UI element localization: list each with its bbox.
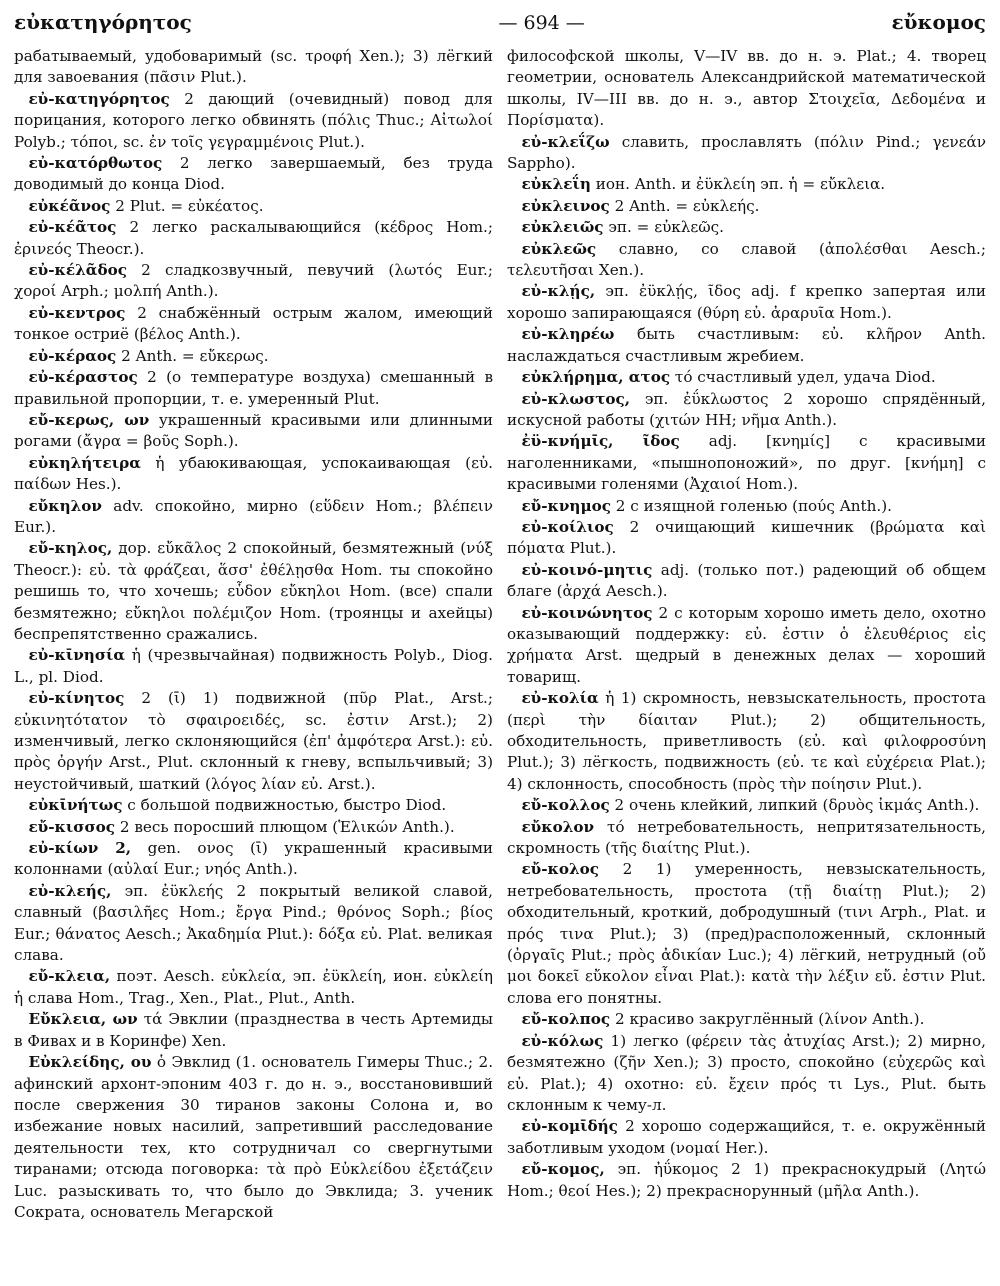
entry-headword: εὔκηλον [28, 496, 102, 515]
entry-definition: славить, прославлять (πόλιν Pind.; γενεάν Sappho). [507, 132, 986, 173]
entry-headword: εὐ-κίων 2, [28, 839, 132, 858]
entry-headword: εὔ-κολλος [521, 796, 610, 815]
entry-definition: adj. (только пот.) радеющий об общем благе (ἀρχά Aesch.). [507, 560, 986, 601]
entry-definition: τά Эвклии (празднества в честь Артемиды в Фивах и в Коринфе) Xen. [14, 1010, 494, 1050]
entry-headword: εὐκλειῶς [521, 218, 604, 237]
entry-headword: εὐ-κέραστος [28, 368, 138, 387]
entry-headword: εὔ-κνημος [521, 496, 611, 515]
entry-headword: εὐ-κατηγόρητος [28, 89, 170, 108]
entry-headword: εὐ-κῑνησία [28, 646, 126, 665]
dictionary-entry [14, 217, 493, 260]
entry-headword: Εὐκλείδης, ου [28, 1053, 152, 1072]
entry-definition: 2 очень клейкий, липкий (δρυὸς ἰκμάς Anth.). [614, 796, 980, 815]
entry-definition: с большой подвижностью, быстро Diod. [127, 796, 447, 815]
entry-headword: εὐ-κλεΐζω [521, 132, 610, 151]
dictionary-entry [507, 1009, 986, 1030]
dictionary-entry [507, 431, 986, 495]
entry-definition: дор. εὔκᾶλος 2 спокойный, безмятежный (νύξ Theocr.): εὐ. τὰ φράζεαι, ἅσσ' ἐθέλῃσθα Hom. ты спокойно решишь то, что хочешь; εὗδον εὔκηλοι Hom. (все) спали безмятежно; εὔκηλοι πολέμιζον Hom. (троянцы и ахейцы) беспрепятственно сражались. [14, 539, 494, 643]
entry-headword: εὐ-κοινώνητος [521, 603, 653, 622]
entry-definition: 2 Anth. = εὐκλεής. [614, 196, 760, 215]
dictionary-entry [14, 966, 493, 1009]
entry-headword: εὐ-κίνητος [28, 689, 125, 708]
entry-headword: εὐ-κοινό-μητις [521, 560, 653, 579]
entry-headword: εὐκέᾶνος [28, 196, 111, 215]
entry-definition: 2 Anth. = εὔκερως. [121, 346, 269, 365]
entry-definition: эп. ἐϋκλεής 2 покрытый великой славой, славный (βασιλῆες Hom.; ἔργα Pind.; θρόνος Soph.; βίος Eur.; θάνατος Aesch.; Ἀκαδημία Plut.): δόξα εὐ. Plat. великая слава. [14, 881, 493, 965]
entry-headword: εὔ-κομος, [521, 1160, 605, 1179]
dictionary-entry [507, 324, 986, 367]
entry-definition: рабатываемый, удобоваримый (sc. τροφή Xen.); 3) лёгкий для завоевания (πᾶσιν Plut.). [14, 47, 493, 87]
entry-definition: украшенный красивыми или длинными рогами (ἄγρα = βοῦς Soph.). [14, 410, 494, 451]
entry-definition: славно, со славой (ἀπολέσθαι Aesch.; τελευτῆσαι Xen.). [507, 239, 987, 280]
dictionary-entry [14, 538, 493, 645]
dictionary-entry [507, 603, 986, 689]
dictionary-entry [14, 153, 493, 196]
entry-headword: εὐκλεΐη [521, 175, 591, 194]
dictionary-entry [14, 881, 493, 967]
dictionary-entry [14, 645, 493, 688]
page-number: — 694 — [498, 12, 585, 34]
dictionary-entry [14, 367, 493, 410]
dictionary-entry [507, 132, 986, 175]
entry-definition: 2 (о температуре воздуха) смешанный в правильной пропорции, т. е. умеренный Plut. [14, 368, 494, 408]
entry-definition: 2 легко завершаемый, без труда доводимый до конца Diod. [14, 154, 494, 194]
dictionary-entry [507, 560, 986, 603]
dictionary-entry [14, 688, 493, 795]
entry-definition: эп. ἐϋκλῄς, ῖδος adj. f крепко запертая или хорошо запирающаяся (θύρη εὐ. ἀραρυῖα Hom.). [507, 282, 986, 322]
entry-headword: εὔκολον [521, 817, 595, 836]
header-right-guide-word: εὔκομος [891, 10, 986, 34]
entry-headword: εὐ-κοίλιος [521, 517, 614, 536]
entry-definition: ὁ Эвклид (1. основатель Гимеры Thuc.; 2. афинский архонт-эпоним 403 г. до н. э., восстановивший после свержения 30 тиранов законы Солона и, во избежание новых насилий, запретивший расследование деятельности тех, кто сотрудничал со свергнутыми тиранами; отсюда поговорка: τὰ πρὸ Εὐκλείδου ἐξετάζειν Luc. разыскивать то, что было до Эвклида; 3. ученик Сократа, основатель Мегарской [14, 1053, 494, 1221]
entry-definition: 2 снабжённый острым жалом, имеющий тонкое остриё (βέλος Anth.). [14, 303, 494, 344]
entry-headword: εὐ-κλωστος, [521, 389, 631, 408]
header-left-guide-word: εὐκατηγόρητος [14, 10, 192, 34]
entry-definition: 2 хорошо содержащийся, т. е. окружённый заботливым уходом (νομαί Her.). [507, 1117, 986, 1157]
dictionary-entry [507, 859, 986, 1009]
entry-headword: εὐ-κέᾶτος [28, 218, 117, 237]
dictionary-entry [507, 795, 986, 816]
dictionary-entry [14, 496, 493, 539]
entry-definition: эп. ἠΰκομος 2 1) прекраснокудрый (Λητώ Hom.; θεοί Hes.); 2) прекраснорунный (μῆλα Anth.). [507, 1160, 987, 1200]
entry-headword: εὔ-κολος [521, 860, 600, 879]
entry-definition: 2 Plut. = εὐκέατος. [115, 196, 264, 215]
entry-headword: εὐ-κόλως [521, 1031, 604, 1050]
entry-definition: быть счастливым: εὐ. κλῆρον Anth. наслаждаться счастливым жребием. [507, 325, 986, 365]
entry-headword: εὔ-κισσος [28, 817, 116, 836]
entry-headword: εὐ-κολία [521, 689, 599, 708]
dictionary-entry [507, 1031, 986, 1117]
entry-headword: εὐκηλήτειρα [28, 453, 141, 472]
dictionary-entry [14, 1052, 493, 1223]
dictionary-entry [14, 838, 493, 881]
entry-headword: εὐ-κομῑδής [521, 1117, 618, 1136]
dictionary-entry [507, 367, 986, 388]
entry-definition: эп. ἐΰκλωστος 2 хорошо спрядённый, искусной работы (χιτών HH; νῆμα Anth.). [507, 389, 987, 429]
entry-definition: gen. ονος (ῑ) украшенный красивыми колоннами (αὐλαί Eur.; νηός Anth.). [14, 839, 494, 879]
dictionary-entry [14, 817, 493, 838]
entry-definition: 1) легко (φέρειν τὰς ἀτυχίας Arst.); 2) мирно, безмятежно (ζῆν Xen.); 3) просто, спокойно (εὐχερῶς καὶ εὐ. Plat.); 4) охотно: εὐ. ἔχειν πρός τι Lys., Plut. быть склонным к чему-л. [507, 1031, 986, 1114]
entry-headword: εὐκλήρημα, ατος [521, 368, 671, 387]
dictionary-entry [507, 389, 986, 432]
dictionary-entry [14, 346, 493, 367]
dictionary-entry [14, 46, 493, 89]
dictionary-entry [507, 817, 986, 860]
entry-headword: εὐκλεῶς [521, 239, 597, 258]
dictionary-entry [507, 196, 986, 217]
entry-headword: εὐ-κλεής, [28, 881, 112, 900]
entry-definition: 2 дающий (очевидный) повод для порицания, которого легко обвинять (πόλις Thuc.; Αἰτωλοί Polyb.; τόποι, sc. ἐν τοῖς γεγραμμένοις Plut.). [14, 89, 493, 151]
left-column [14, 46, 493, 1223]
text-columns [14, 46, 986, 1223]
entry-definition: эп. = εὐκλεῶς. [608, 218, 725, 237]
entry-headword: εὔ-κολπος [521, 1010, 611, 1029]
entry-definition: ἡ (чрезвычайная) подвижность Polyb., Diog. L., pl. Diod. [14, 646, 493, 686]
dictionary-entry [507, 496, 986, 517]
entry-definition: 2 красиво закруглённый (λίνον Anth.). [615, 1010, 925, 1029]
entry-headword: Εὔκλεια, ων [28, 1010, 138, 1029]
entry-headword: εὐκῑνήτως [28, 796, 123, 815]
entry-definition: 2 весь поросший плющом (Ἑλικών Anth.). [119, 817, 455, 836]
entry-definition: поэт. Aesch. εὐκλεία, эп. ἐϋκλείη, ион. εὐκλείη ἡ слава Hom., Trag., Xen., Plat., Plut., Anth. [14, 967, 493, 1007]
dictionary-entry [14, 410, 493, 453]
dictionary-entry [507, 217, 986, 238]
entry-definition: 2 сладкозвучный, певучий (λωτός Eur.; χοροί Arph.; μολπή Anth.). [14, 261, 493, 301]
page-header [14, 10, 986, 46]
entry-definition: 2 легко раскалывающийся (κέδρος Hom.; ἐρινεός Theocr.). [14, 218, 494, 258]
dictionary-entry [14, 795, 493, 816]
entry-headword: εὔ-κερως, ων [28, 410, 150, 429]
dictionary-entry [14, 303, 493, 346]
entry-headword: εὔ-κηλος, [28, 539, 113, 558]
dictionary-entry [507, 46, 986, 132]
entry-definition: τό счастливый удел, удача Diod. [674, 368, 936, 387]
dictionary-entry [507, 239, 986, 282]
entry-definition: ἡ 1) скромность, невзыскательность, простота (περὶ τὴν δίαιταν Plut.); 2) общительность, обходительность, приветливость (εὐ. καὶ φιλοφροσύνη Plut.); 3) лёгкость, подвижность (εὐ. τε καὶ εὐχέρεια Plat.); 4) склонность, способность (πρὸς τὴν ποίησιν Plut.). [507, 689, 986, 793]
entry-definition: 2 1) умеренность, невзыскательность, нетребовательность, простота (τῇ διαίτῃ Plut.); 2) обходительный, кроткий, добродушный (τινι Arph., Plat. и πρός τινα Plut.); 3) (пред)расположенный, склонный (ὀργαῖς Plut.; πρὸς ἀδικίαν Luc.); 4) лёгкий, нетрудный (οὔ μοι δοκεῖ εὔκολον εἶναι Plat.): κατὰ τὴν λέξιν εὔ. ἐστιν Plut. слова его понятны. [507, 860, 986, 1007]
entry-headword: ἐϋ-κνήμῑς, ῖδος [521, 432, 680, 451]
entry-headword: εὐ-κέλᾶδος [28, 261, 127, 280]
entry-definition: 2 с которым хорошо иметь дело, охотно оказывающий поддержку: εὐ. ἐστιν ὁ ἐλευθέριος εἰς χρήματα Arst. щедрый в денежных делах — хороший товарищ. [507, 603, 986, 686]
entry-definition: философской школы, V—IV вв. до н. э. Plat.; 4. творец геометрии, основатель Александрийской математической школы, IV—III вв. до н. э., автор Στοιχεῖα, Δεδομένα и Πορίσματα). [507, 47, 986, 130]
dictionary-entry [14, 453, 493, 496]
entry-definition: 2 (ῑ) 1) подвижной (πῦρ Plat., Arst.; εὐκινητότατον τὸ σφαιροειδές, sc. ἐστιν Arst.); 2) изменчивый, легко склоняющийся (ἐπ' ἀμφότερα Arst.): εὐ. πρὸς ὀργήν Arst., Plut. склонный к гневу, вспыльчивый; 3) неустойчивый, шаткий (λόγος λίαν εὐ. Arst.). [14, 689, 494, 793]
entry-definition: τό нетребовательность, непритязательность, скромность (τῆς διαίτης Plut.). [507, 817, 987, 858]
entry-definition: adv. спокойно, мирно (εὕδειν Hom.; βλέπειν Eur.). [14, 496, 493, 536]
entry-definition: ἡ убаюкивающая, успокаивающая (εὐ. παίδων Hes.). [14, 453, 494, 494]
dictionary-entry [14, 260, 493, 303]
dictionary-entry [14, 89, 493, 153]
entry-definition: 2 с изящной голенью (πούς Anth.). [615, 496, 892, 515]
entry-headword: εὐ-κατόρθωτος [28, 154, 163, 173]
entry-headword: εὐ-κληρέω [521, 325, 615, 344]
entry-definition: 2 очищающий кишечник (βρώματα καὶ πόματα Plut.). [507, 517, 986, 558]
dictionary-entry [14, 1009, 493, 1052]
dictionary-entry [507, 1116, 986, 1159]
entry-definition: adj. [κνημίς] с красивыми наголенниками, «пышнопоножий», по друг. [κνήμη] с красивыми голенями (Ἀχαιοί Hom.). [507, 432, 987, 494]
dictionary-entry [507, 688, 986, 795]
entry-headword: εὐκλεινος [521, 196, 610, 215]
entry-headword: εὐ-κεντρος [28, 303, 126, 322]
dictionary-entry [507, 281, 986, 324]
entry-headword: εὔ-κλεια, [28, 967, 111, 986]
right-column [507, 46, 986, 1223]
dictionary-entry [507, 174, 986, 195]
entry-definition: ион. Anth. и ἐϋκλείη эп. ἡ = εὔκλεια. [595, 175, 886, 194]
dictionary-entry [14, 196, 493, 217]
dictionary-entry [507, 517, 986, 560]
entry-headword: εὐ-κέραος [28, 346, 117, 365]
entry-headword: εὐ-κλῄς, [521, 282, 596, 301]
dictionary-entry [507, 1159, 986, 1202]
